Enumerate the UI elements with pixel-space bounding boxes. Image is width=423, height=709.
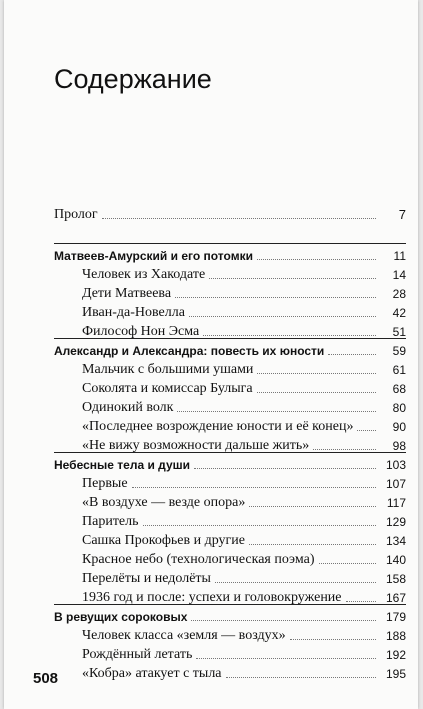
- toc-entry-title: Первые: [82, 476, 128, 491]
- toc-entry-page-number: 90: [392, 420, 406, 434]
- toc-chapter-entry: [54, 474, 406, 493]
- toc-chapter-entry: [54, 303, 406, 322]
- dot-leader: [175, 297, 376, 298]
- toc-chapter-entry: [54, 417, 406, 436]
- toc-chapter-entry: [54, 569, 406, 588]
- toc-entry-title: «Не вижу возможности дальше жить»: [82, 438, 310, 453]
- dot-leader: [357, 430, 376, 431]
- toc-entry-page-number: 195: [385, 667, 406, 681]
- toc-entry-page-number: 134: [385, 534, 406, 548]
- toc-chapter-entry: [54, 379, 406, 398]
- dot-leader: [194, 468, 376, 469]
- toc-chapter-entry: [54, 512, 406, 531]
- toc-entry-page-number: 28: [392, 287, 406, 301]
- toc-part-entry: [54, 246, 406, 265]
- toc-entry-title: Дети Матвеева: [82, 286, 172, 301]
- toc-entry-page-number: 11: [393, 249, 406, 263]
- dot-leader: [249, 544, 376, 545]
- toc-entry-title: Иван-да-Новелла: [82, 305, 185, 320]
- book-page: [4, 0, 418, 709]
- show-through-text: [244, 62, 404, 212]
- toc-entry-title: «Кобра» атакует с тыла: [82, 666, 222, 681]
- toc-entry-title: «В воздухе — везде опора»: [82, 495, 246, 510]
- toc-entry-page-number: 167: [385, 591, 406, 605]
- toc-entry-page-number: 98: [392, 439, 406, 453]
- dot-leader: [290, 639, 376, 640]
- toc-chapter-entry: [54, 664, 406, 683]
- dot-leader: [143, 525, 376, 526]
- dot-leader: [257, 392, 376, 393]
- toc-entry-title: Красное небо (технологическая поэма): [82, 552, 315, 567]
- toc-entry-title: Пролог: [54, 207, 98, 222]
- toc-entry-page-number: 7: [398, 207, 406, 222]
- toc-chapter-entry: [54, 398, 406, 417]
- toc-chapter-entry: [54, 531, 406, 550]
- toc-entry-page-number: 51: [392, 325, 406, 339]
- toc-entry-page-number: 59: [392, 344, 406, 358]
- dot-leader: [215, 582, 376, 583]
- toc-chapter-entry: [54, 360, 406, 379]
- dot-leader: [102, 218, 376, 219]
- toc-entry-page-number: 61: [392, 363, 406, 377]
- dot-leader: [196, 658, 376, 659]
- toc-entry-title: Мальчик с большими ушами: [82, 362, 254, 377]
- dot-leader: [249, 506, 376, 507]
- dot-leader: [177, 411, 376, 412]
- toc-entry-page-number: 140: [385, 553, 406, 567]
- dot-leader: [203, 335, 376, 336]
- dot-leader: [209, 278, 376, 279]
- toc-entry-page-number: 117: [386, 496, 406, 510]
- toc-entry-title: Человек класса «земля — воздух»: [82, 628, 286, 643]
- dot-leader: [257, 373, 376, 374]
- dot-leader: [346, 601, 376, 602]
- toc-chapter-entry: [54, 645, 406, 664]
- toc-entry-title: Небесные тела и души: [54, 458, 190, 472]
- toc-chapter-entry: [54, 284, 406, 303]
- toc-chapter-entry: [54, 265, 406, 284]
- toc-entry-title: Александр и Александра: повесть их юности: [54, 344, 325, 358]
- toc-entry-page-number: 158: [385, 572, 406, 586]
- dot-leader: [189, 316, 376, 317]
- toc-entry-title: Человек из Хакодате: [82, 267, 206, 282]
- toc-entry-title: Перелёты и недолёты: [82, 571, 211, 586]
- dot-leader: [319, 563, 376, 564]
- toc-entry-title: Паритель: [82, 514, 139, 529]
- toc-entry-page-number: 68: [392, 382, 406, 396]
- toc-entry-page-number: 192: [385, 648, 406, 662]
- toc-entry-page-number: 103: [385, 458, 406, 472]
- page-title: Содержание: [54, 64, 212, 94]
- dot-leader: [328, 354, 376, 355]
- toc-entry-page-number: 188: [385, 629, 406, 643]
- dot-leader: [226, 677, 376, 678]
- dot-leader: [132, 487, 376, 488]
- toc-entry-title: «Последнее возрождение юности и её конец»: [82, 419, 354, 434]
- toc-chapter-entry: [54, 493, 406, 512]
- toc-entry-title: Соколята и комиссар Булыга: [82, 381, 253, 396]
- toc-entry-title: Матвеев-Амурский и его потомки: [54, 249, 253, 263]
- toc-entry-title: Философ Нон Эсма: [82, 324, 200, 339]
- toc-part-entry: [54, 607, 406, 626]
- toc-entry-page-number: 107: [385, 477, 406, 491]
- toc-chapter-entry: [54, 626, 406, 645]
- toc-entry-page-number: 179: [385, 610, 406, 624]
- page-number: 508: [33, 670, 59, 687]
- toc-entry-title: Одинокий волк: [82, 400, 174, 415]
- toc-entry-page-number: 42: [392, 306, 406, 320]
- dot-leader: [313, 449, 376, 450]
- toc-entry-title: 1936 год и после: успехи и головокружение: [82, 590, 342, 605]
- dot-leader: [191, 620, 376, 621]
- toc-entry-title: В ревущих сороковых: [54, 610, 188, 624]
- toc-part-entry: [54, 341, 406, 360]
- toc-entry-title: Рождённый летать: [82, 647, 193, 662]
- toc-part-entry: [54, 205, 406, 224]
- toc-chapter-entry: [54, 550, 406, 569]
- toc-entry-title: Сашка Прокофьев и другие: [82, 533, 245, 548]
- toc-entry-page-number: 129: [385, 515, 406, 529]
- dot-leader: [257, 259, 376, 260]
- toc-entry-page-number: 80: [392, 401, 406, 415]
- toc-entry-page-number: 14: [392, 268, 406, 282]
- toc-part-entry: [54, 455, 406, 474]
- table-of-contents: [54, 205, 406, 683]
